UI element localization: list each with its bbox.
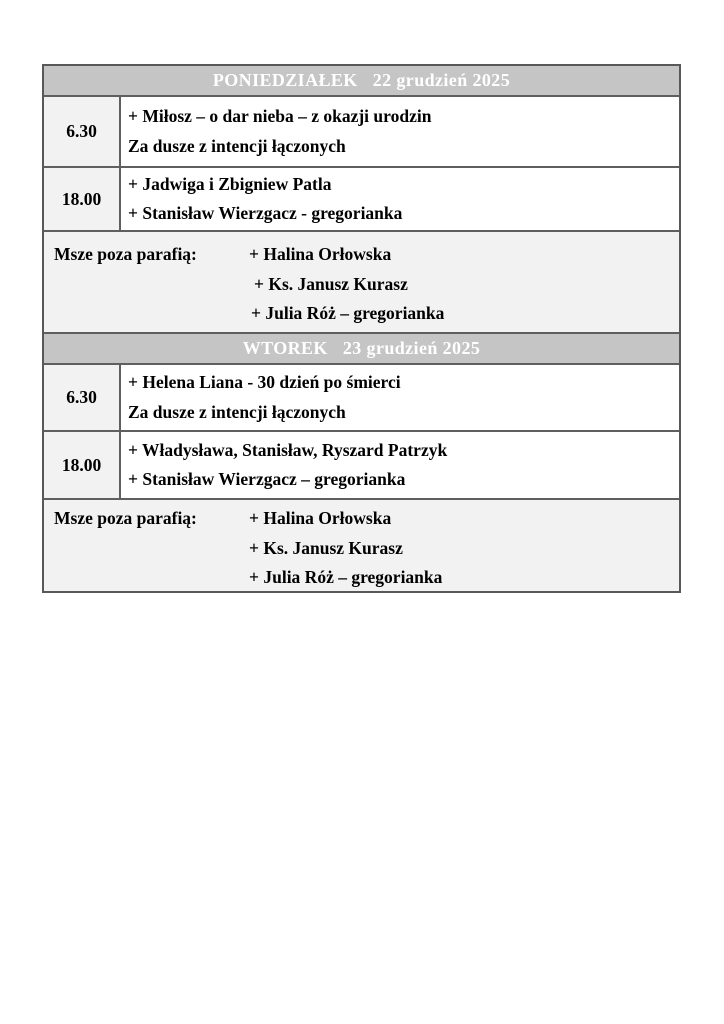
outside-parish-line: + Ks. Janusz Kurasz — [254, 273, 408, 294]
outside-parish-line: + Halina Orłowska — [249, 244, 392, 264]
outside-parish-lines — [249, 240, 444, 329]
mass-row — [44, 363, 679, 430]
mass-intentions-table — [42, 64, 681, 593]
intention-line: Za dusze z intencji łączonych — [128, 401, 346, 422]
mass-row — [44, 430, 679, 498]
day-name: WTOREK — [242, 338, 328, 358]
mass-time: 18.00 — [44, 168, 121, 230]
intention-line: + Miłosz – o dar nieba – z okazji urodzin — [128, 106, 432, 126]
intention-line: + Władysława, Stanisław, Ryszard Patrzyk — [128, 439, 448, 460]
mass-intentions-cell — [121, 97, 679, 166]
mass-row — [44, 95, 679, 166]
mass-time: 18.00 — [44, 432, 121, 498]
day-date: 22 grudzień 2025 — [372, 70, 511, 90]
mass-time: 6.30 — [44, 97, 121, 166]
outside-parish-line: + Julia Róż – gregorianka — [251, 303, 445, 323]
day-name: PONIEDZIAŁEK — [212, 70, 358, 90]
outside-parish-line: + Halina Orłowska — [249, 508, 392, 528]
mass-intentions-cell — [121, 365, 679, 430]
intention-line: + Jadwiga i Zbigniew Patla — [128, 173, 332, 194]
day-date: 23 grudzień 2025 — [342, 338, 481, 358]
outside-parish-label: Msze poza parafią: — [54, 244, 197, 264]
outside-parish-row — [44, 230, 679, 332]
outside-parish-lines — [249, 504, 442, 593]
outside-parish-line: + Ks. Janusz Kurasz — [249, 537, 403, 558]
intention-line: + Stanisław Wierzgacz - gregorianka — [128, 203, 403, 223]
intention-line: + Helena Liana - 30 dzień po śmierci — [128, 372, 401, 392]
outside-parish-row — [44, 498, 679, 591]
day-header-monday — [44, 66, 679, 95]
mass-intentions-cell — [121, 168, 679, 230]
intention-line: Za dusze z intencji łączonych — [128, 135, 346, 156]
intention-line: + Stanisław Wierzgacz – gregorianka — [128, 469, 406, 489]
outside-parish-label: Msze poza parafią: — [54, 508, 197, 528]
day-header-tuesday — [44, 332, 679, 363]
mass-intentions-cell — [121, 432, 679, 498]
mass-row — [44, 166, 679, 230]
mass-time: 6.30 — [44, 365, 121, 430]
outside-parish-line: + Julia Róż – gregorianka — [249, 567, 443, 587]
